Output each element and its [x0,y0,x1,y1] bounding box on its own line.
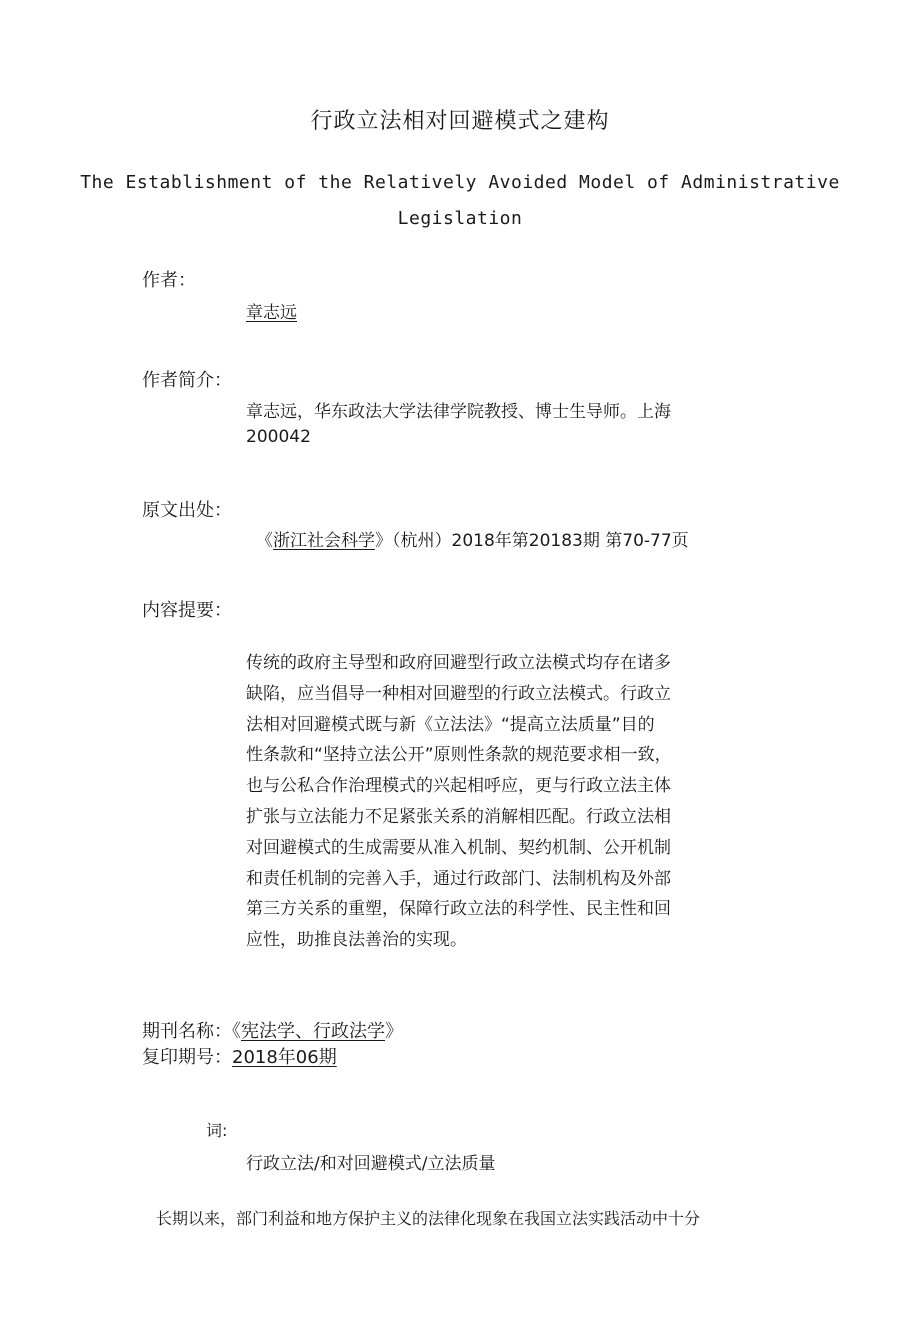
abstract-text [246,648,766,956]
source-journal-link[interactable]: 浙江社会科学 [273,531,375,551]
author-bio-label: 作者简介： [142,370,232,391]
title-chinese: 行政立法相对回避模式之建构 [310,109,610,134]
abstract-line: 扩张与立法能力不足紧张关系的消解相匹配。行政立法相 [246,806,671,827]
journal-name-link[interactable]: 宪法学、行政法学 [241,1021,385,1042]
journal-name-label: 期刊名称： [142,1021,232,1042]
abstract-line: 对回避模式的生成需要从准入机制、契约机制、公开机制 [246,837,671,858]
reprint-issue-link[interactable]: 2018年06期 [232,1047,337,1068]
source-rest: 》（杭州）2018年第20183期 第70-77页 [375,531,689,551]
keywords-label: 词: [206,1121,228,1140]
reprint-issue-label: 复印期号： [142,1047,232,1068]
journal-name-open: 《 [232,1021,241,1042]
body-first-line: 长期以来，部门利益和地方保护主义的法律化现象在我国立法实践活动中十分 [156,1209,701,1228]
author-bio-line2: 200042 [246,427,311,447]
abstract-line: 法相对回避模式既与新《立法法》“提高立法质量”目的 [246,714,655,735]
title-english-line1: The Establishment of the Relatively Avoided Model of Administrative [80,172,840,193]
abstract-line: 缺陷，应当倡导一种相对回避型的行政立法模式。行政立 [246,683,671,704]
abstract-line: 和责任机制的完善入手，通过行政部门、法制机构及外部 [246,868,671,889]
abstract-label: 内容提要： [142,600,232,621]
abstract-line: 性条款和“坚持立法公开”原则性条款的规范要求相一致， [246,745,672,766]
author-bio-line1: 章志远，华东政法大学法律学院教授、博士生导师。上海 [246,402,671,422]
keywords-value: 行政立法/和对回避模式/立法质量 [246,1154,496,1174]
source-label: 原文出处： [142,500,232,521]
abstract-line: 应性，助推良法善治的实现。 [246,930,467,951]
source-citation [256,526,689,551]
abstract-line: 第三方关系的重塑，保障行政立法的科学性、民主性和回 [246,899,671,920]
reprint-issue-row [142,1043,337,1069]
journal-name-row [142,1017,403,1043]
journal-name-close: 》 [385,1021,403,1042]
author-name-link[interactable]: 章志远 [246,303,297,323]
source-open-bracket: 《 [256,531,273,551]
abstract-line: 也与公私合作治理模式的兴起相呼应，更与行政立法主体 [246,776,671,797]
abstract-line: 传统的政府主导型和政府回避型行政立法模式均存在诸多 [246,653,671,673]
author-label: 作者： [142,270,196,291]
title-english-line2: Legislation [397,208,523,229]
